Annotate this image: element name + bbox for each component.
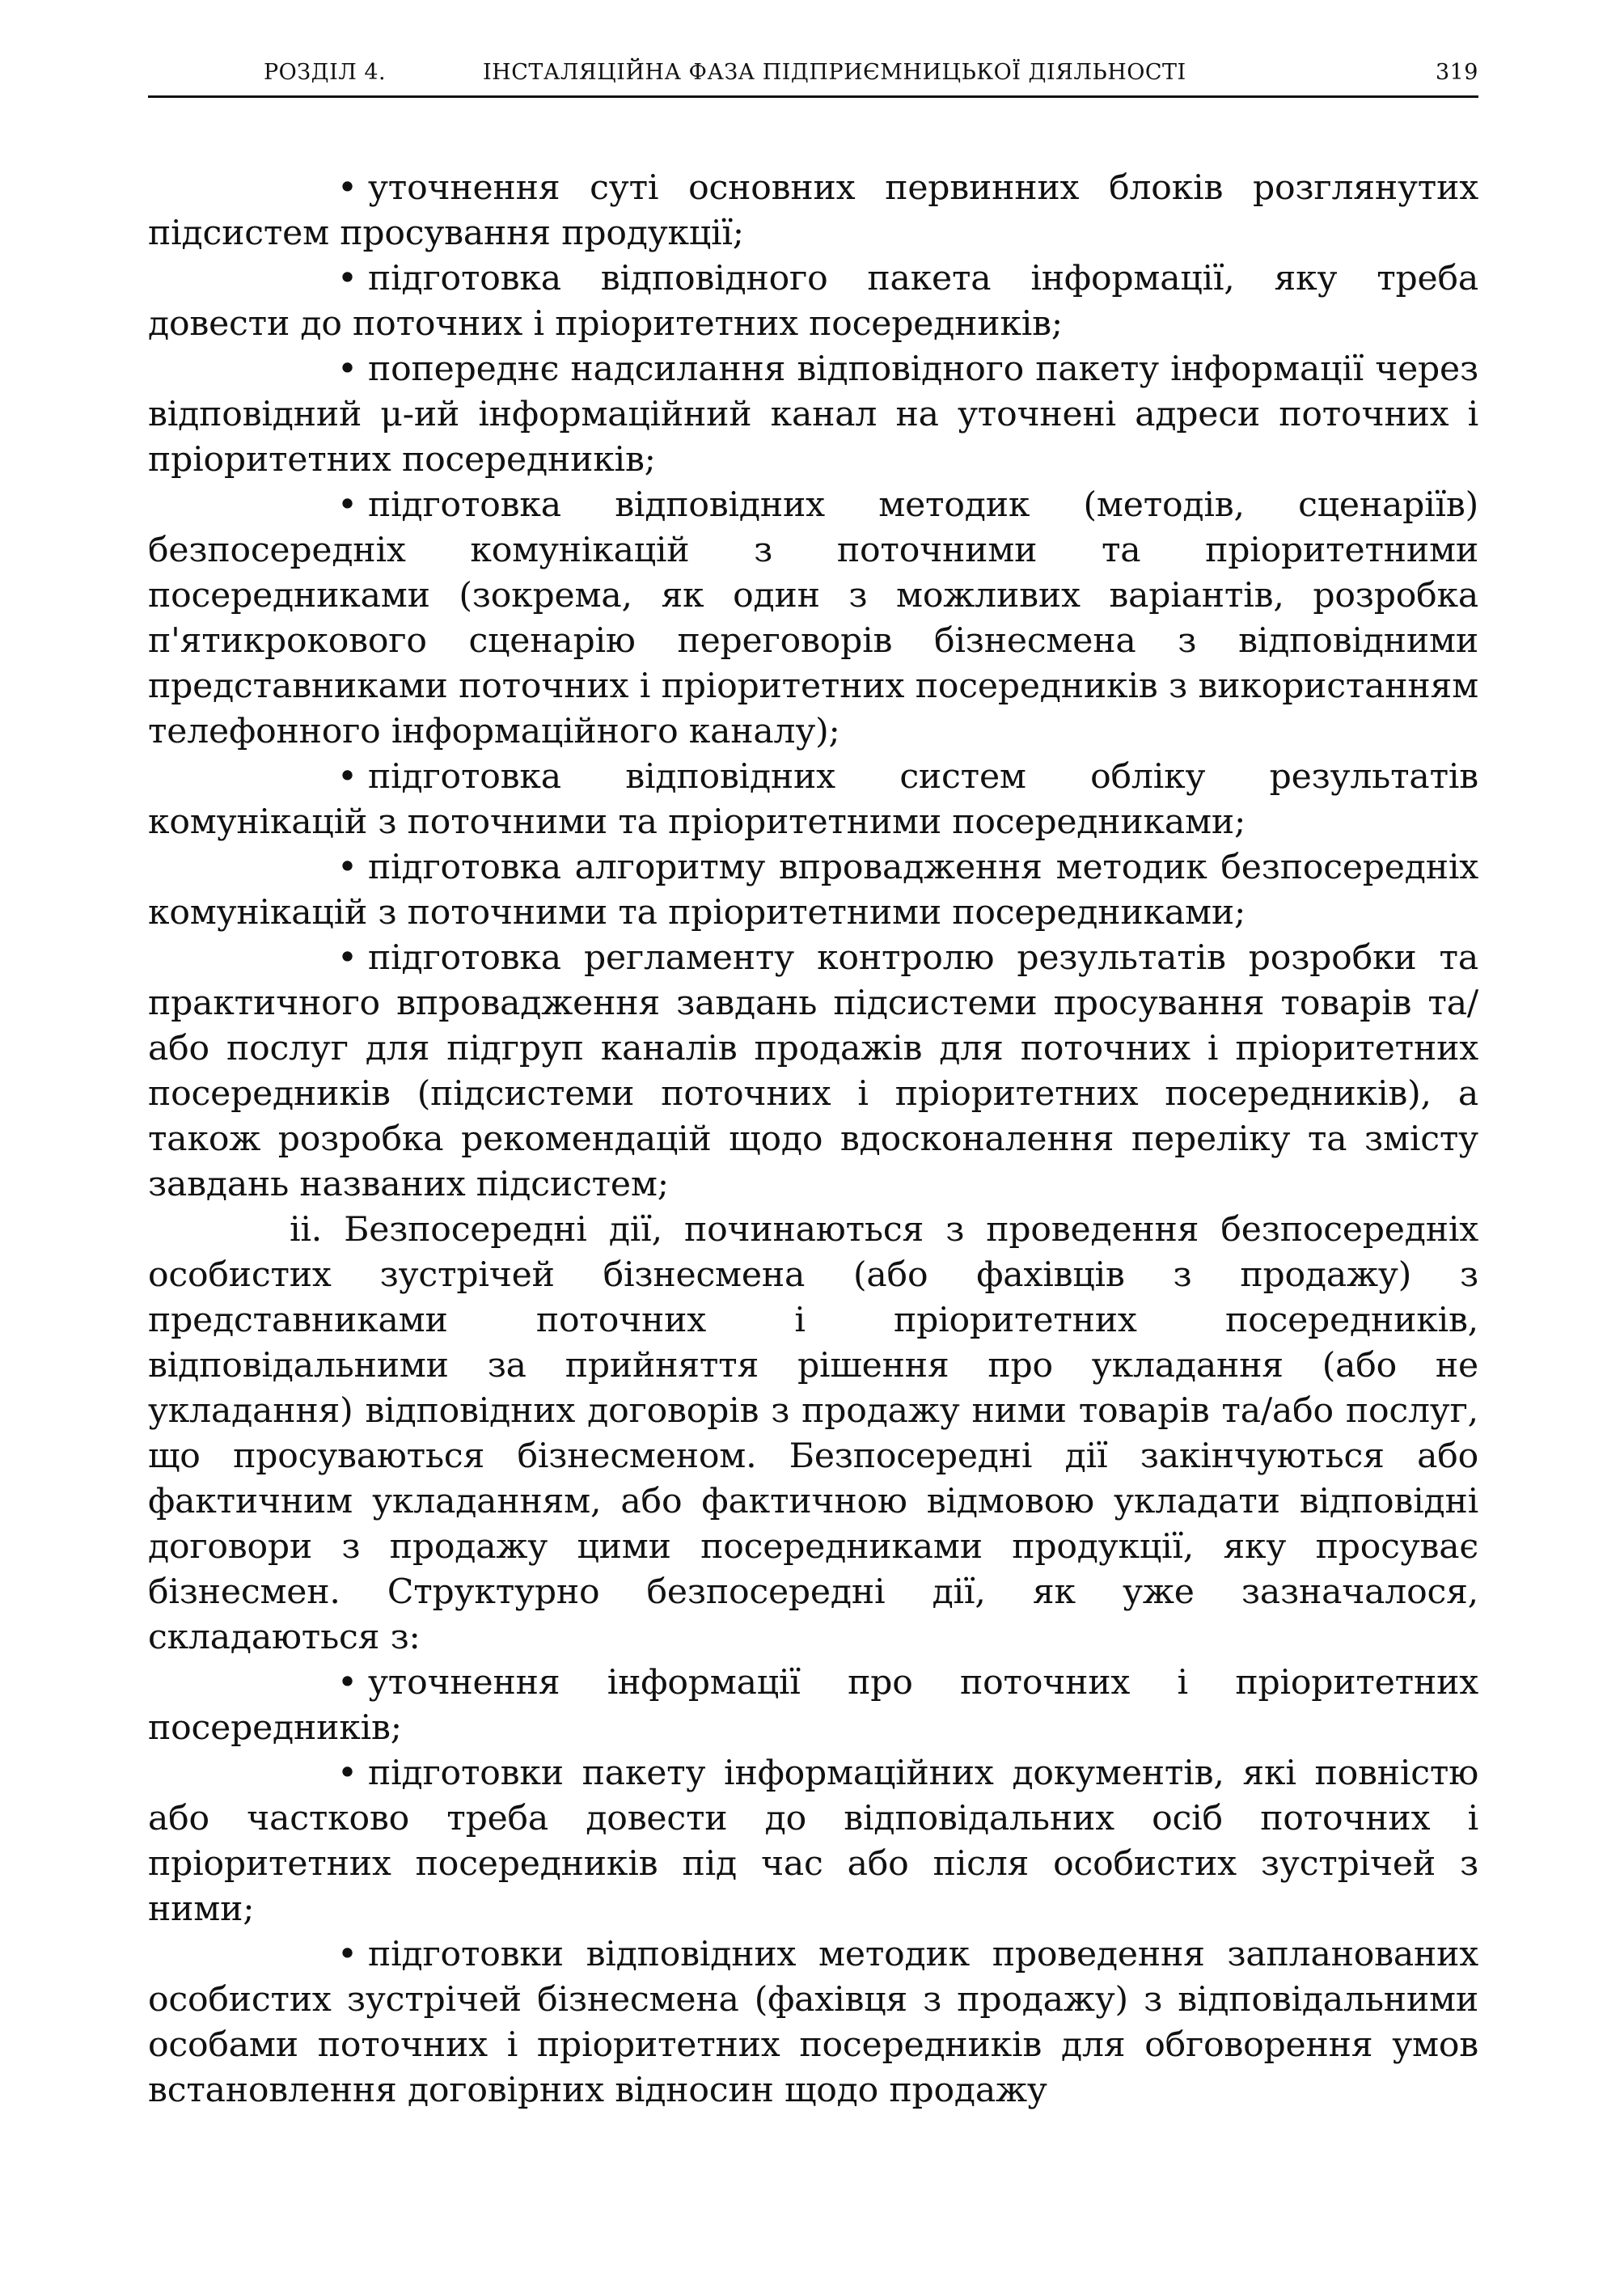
bullet-item bbox=[148, 755, 1478, 845]
paragraph-text: підготовка відповідного пакета інформації, яку треба довести до поточних і пріоритетних посередників; bbox=[148, 259, 1478, 344]
bullet-item bbox=[148, 166, 1478, 256]
bullet-item bbox=[148, 845, 1478, 936]
bullet-marker: • bbox=[337, 1663, 357, 1703]
bullet-item bbox=[148, 1661, 1478, 1751]
bullet-marker: • bbox=[337, 757, 357, 797]
bullet-marker: • bbox=[337, 848, 357, 887]
paragraph-text: попереднє надсилання відповідного пакету інформації через відповідний μ-ий інформаційний канал на уточнені адреси поточних і пріоритетних посередників; bbox=[148, 349, 1478, 480]
bullet-item bbox=[148, 256, 1478, 347]
paragraph-text: підготовка алгоритму впровадження методик безпосередніх комунікацій з поточними та пріоритетними посередниками; bbox=[148, 848, 1478, 933]
bullet-marker: • bbox=[337, 259, 357, 298]
bullet-item bbox=[148, 347, 1478, 483]
paragraph-text: підготовки пакету інформаційних документів, які повністю або частково треба довести до відповідальних осіб поточних і пріоритетних посередників під час або після особистих зустрічей з ними; bbox=[148, 1754, 1478, 1929]
bullet-marker: • bbox=[337, 168, 357, 208]
bullet-item bbox=[148, 936, 1478, 1208]
bullet-item bbox=[148, 1751, 1478, 1932]
paragraph-text: підготовка регламенту контролю результатів розробки та практичного впровадження завдань підсистеми просування товарів та/або послуг для підгруп каналів продажів для поточних і пріоритетних посередників (підсистеми поточних і пріоритетних посередників), а також розробка рекомендацій щодо вдосконалення переліку та змісту завдань названих підсистем; bbox=[148, 938, 1478, 1204]
header-chapter-title: ІНСТАЛЯЦІЙНА ФАЗА ПІДПРИЄМНИЦЬКОЇ ДІЯЛЬНОСТІ bbox=[483, 60, 1186, 85]
bullet-marker: • bbox=[337, 938, 357, 978]
bullet-item bbox=[148, 483, 1478, 755]
paragraph-text: підготовка відповідних систем обліку результатів комунікацій з поточними та пріоритетними посередниками; bbox=[148, 757, 1478, 842]
running-header bbox=[148, 53, 1478, 98]
paragraph-text: підготовки відповідних методик проведення запланованих особистих зустрічей бізнесмена (фахівця з продажу) з відповідальними особами поточних і пріоритетних посередників для обговорення умов встановлення договірних відносин щодо продажу bbox=[148, 1935, 1478, 2110]
paragraph-text: іі. Безпосередні дії, починаються з проведення безпосередніх особистих зустрічей бізнесмена (або фахівців з продажу) з представниками поточних і пріоритетних посередників, відповідальними за прийняття рішення про укладання (або не укладання) відповідних договорів з продажу ними товарів та/або послуг, що просуваються бізнесменом. Безпосередні дії закінчуються або фактичним укладанням, або фактичною відмовою укладати відповідні договори з продажу цими посередниками продукції, яку просуває бізнесмен. Структурно безпосередні дії, як уже зазначалося, складаються з: bbox=[148, 1210, 1478, 1657]
body-text bbox=[148, 166, 1478, 2113]
header-section-label: РОЗДІЛ 4. bbox=[264, 60, 387, 85]
paragraph-text: підготовка відповідних методик (методів, сценаріїв) безпосередніх комунікацій з поточними та пріоритетними посередниками (зокрема, як один з можливих варіантів, розробка п'ятикрокового сценарію переговорів бізнесмена з відповідними представниками поточних і пріоритетних посередників з використанням телефонного інформаційного каналу); bbox=[148, 485, 1478, 751]
paragraph-text: уточнення суті основних первинних блоків розглянутих підсистем просування продукції; bbox=[148, 168, 1478, 253]
page-number: 319 bbox=[1435, 60, 1478, 85]
bullet-item bbox=[148, 1932, 1478, 2113]
bullet-marker: • bbox=[337, 1754, 357, 1793]
bullet-marker: • bbox=[337, 485, 357, 525]
bullet-marker: • bbox=[337, 1935, 357, 1974]
body-paragraph bbox=[148, 1208, 1478, 1661]
paragraph-text: уточнення інформації про поточних і пріоритетних посередників; bbox=[148, 1663, 1478, 1748]
bullet-marker: • bbox=[337, 349, 357, 389]
